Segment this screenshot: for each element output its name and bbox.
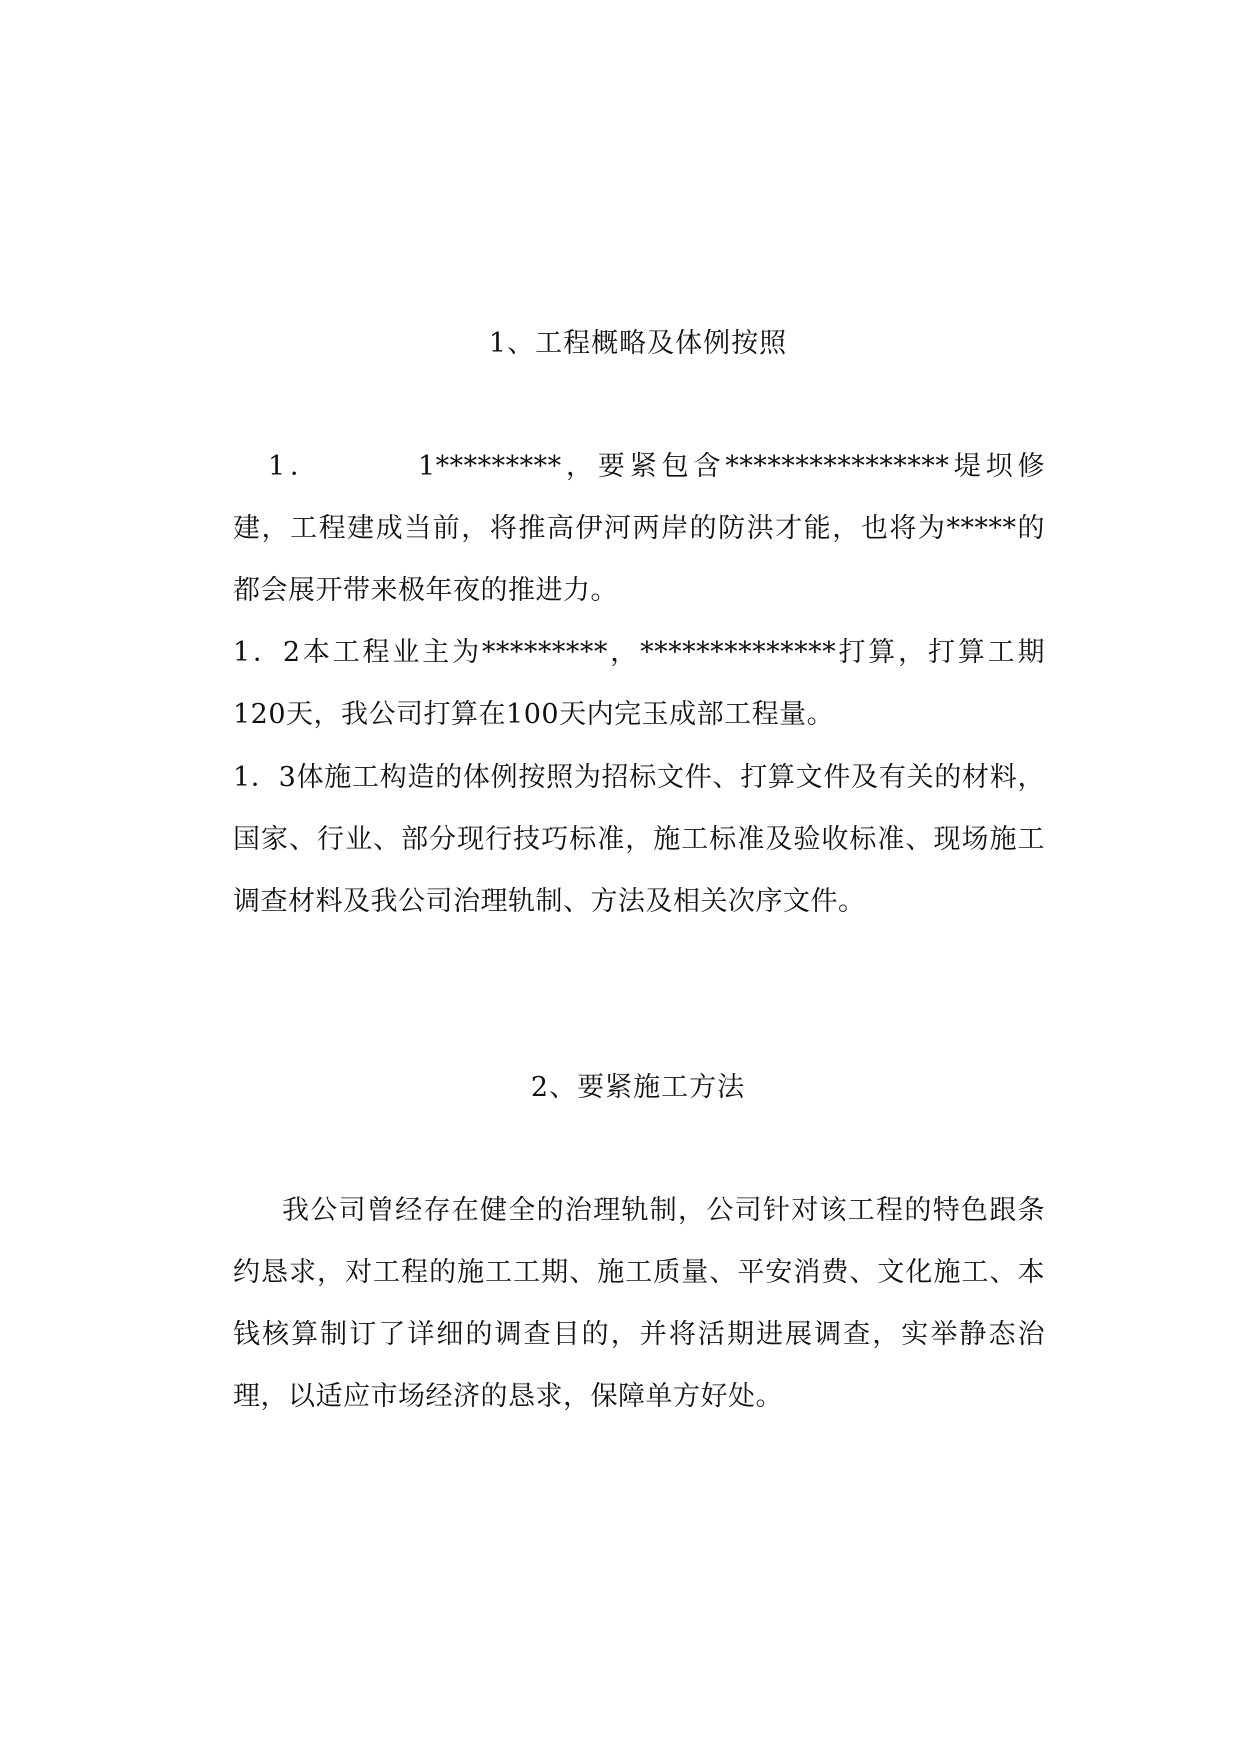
item-1-text: 1*********，要紧包含****************堤坝修建，工程建成当前，将推高伊河两岸的防洪才能，也将为*****的都会展开带来极年夜的推进力。 xyxy=(233,451,1045,606)
section-1-heading: 1、工程概略及体例按照 xyxy=(488,328,788,359)
section-1-item-2: 1．2本工程业主为*********，**************打算，打算工期120天，我公司打算在100天内完玉成部工程量。 xyxy=(233,637,1045,730)
section-1-item-3: 1．3体施工构造的体例按照为招标文件、打算文件及有关的材料，国家、行业、部分现行技巧标准，施工标准及验收标准、现场施工调查材料及我公司治理轨制、方法及相关次序文件。 xyxy=(233,762,1045,917)
section-2-heading: 2、要紧施工方法 xyxy=(530,1072,746,1103)
section-1-item-1 xyxy=(233,436,1045,622)
section-2-paragraph: 我公司曾经存在健全的治理轨制，公司针对该工程的特色跟条约恳求，对工程的施工工期、施工质量、平安消费、文化施工、本钱核算制订了详细的调查目的，并将活期进展调查，实举静态治理，以适应市场经济的恳求，保障单方好处。 xyxy=(233,1195,1045,1412)
item-1-number: 1． xyxy=(268,451,322,482)
